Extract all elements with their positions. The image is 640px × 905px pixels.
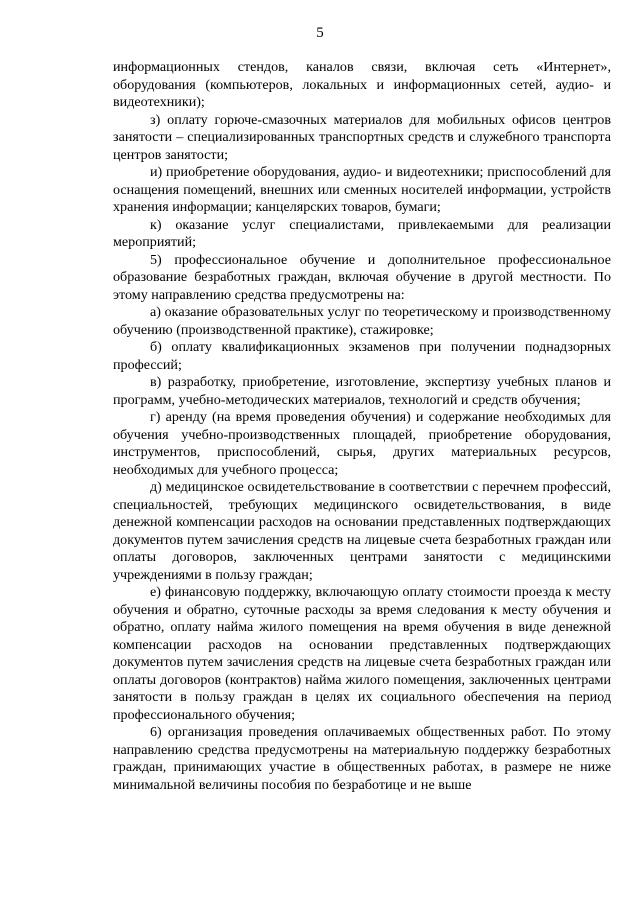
paragraph-item-z: з) оплату горюче-смазочных материалов для мобильных офисов центров занятости – специализированных транспортных средств и служебного транспорта центров занятости; xyxy=(113,111,611,163)
paragraph-item-e: е) финансовую поддержку, включающую оплату стоимости проезда к месту обучения и обратно, суточные расходы за время следования к месту обучения и обратно, оплату найма жилого помещения на время обучения в виде денежной компенсации расходов на основании представленных подтверждающих документов путем зачисления средств на лицевые счета безработных граждан или оплаты договоров (контрактов) найма жилого помещения, заключенных центрами занятости в пользу граждан в целях их социального обеспечения на период профессионального обучения; xyxy=(113,584,611,723)
paragraph-item-a: а) оказание образовательных услуг по теоретическому и производственному обучению (производственной практике), стажировке; xyxy=(113,304,611,338)
paragraph-item-d: д) медицинское освидетельствование в соответствии с перечнем профессий, специальностей, требующих медицинского освидетельствования, в виде денежной компенсации расходов на основании представленных подтверждающих документов путем зачисления средств на лицевые счета безработных граждан или оплаты договоров, заключенных центрами занятости с медицинскими учреждениями в пользу граждан; xyxy=(113,479,611,583)
paragraph-continuation: информационных стендов, каналов связи, включая сеть «Интернет», оборудования (компьютеров, локальных и информационных сетей, аудио- и видеотехники); xyxy=(113,59,611,110)
document-body xyxy=(113,59,611,794)
page-number: 5 xyxy=(316,25,324,41)
paragraph-item-b: б) оплату квалификационных экзаменов при получении поднадзорных профессий; xyxy=(113,339,611,373)
paragraph-section-6: 6) организация проведения оплачиваемых общественных работ. По этому направлению средства предусмотрены на материальную поддержку безработных граждан, принимающих участие в общественных работах, в размере не ниже минимальной величины пособия по безработице и не выше xyxy=(113,724,611,793)
paragraph-item-k: к) оказание услуг специалистами, привлекаемыми для реализации мероприятий; xyxy=(113,216,611,250)
paragraph-section-5: 5) профессиональное обучение и дополнительное профессиональное образование безработных граждан, включая обучение в другой местности. По этому направлению средства предусмотрены на: xyxy=(113,251,611,303)
paragraph-item-g: г) аренду (на время проведения обучения) и содержание необходимых для обучения учебно-производственных площадей, приобретение оборудования, инструментов, приспособлений, сырья, других материальных ресурсов, необходимых для учебного процесса; xyxy=(113,409,611,478)
paragraph-item-i: и) приобретение оборудования, аудио- и видеотехники; приспособлений для оснащения помещений, внешних или сменных носителей информации, устройств хранения информации; канцелярских товаров, бумаги; xyxy=(113,164,611,215)
paragraph-item-v: в) разработку, приобретение, изготовление, экспертизу учебных планов и программ, учебно-методических материалов, технологий и средств обучения; xyxy=(113,374,611,408)
